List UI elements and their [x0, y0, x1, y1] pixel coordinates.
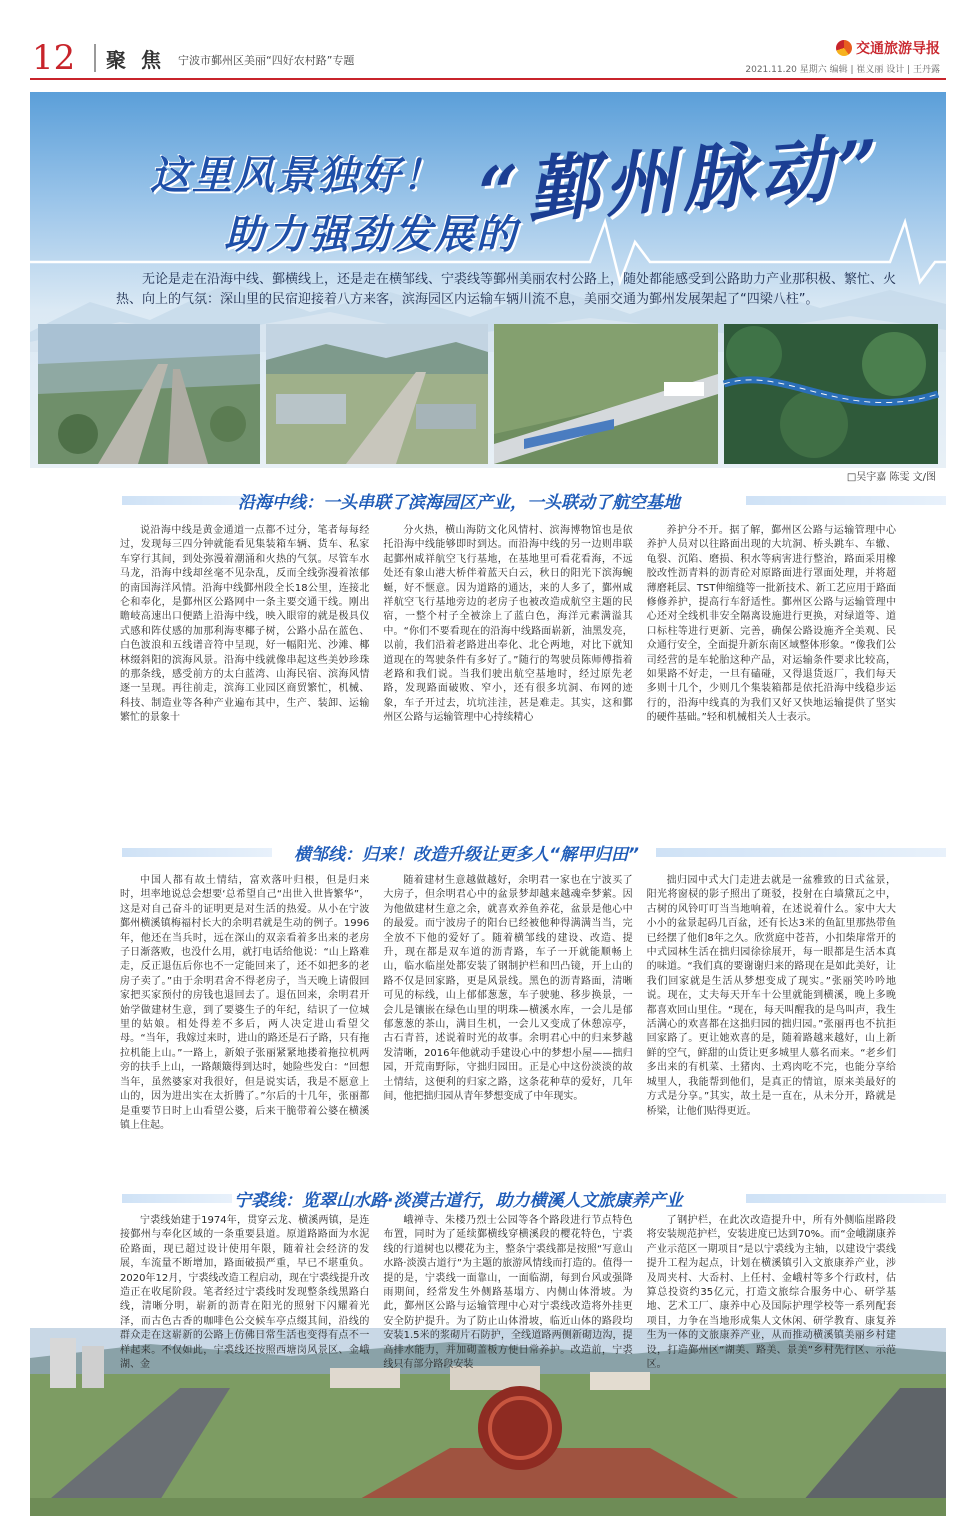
section-title: 横邹线：归来！改造升级让更多人“解甲归田”: [294, 845, 639, 865]
header-divider: [94, 44, 96, 72]
heading-band-right: [746, 1194, 946, 1203]
article-text: 宁裘线始建于1974年，贯穿云龙、横溪两镇，是连接鄞州与奉化区域的一条重要县道。原道路路面为水泥砼路面，现已超过设计使用年限，随着社会经济的发展，车流量不断增加，路面破损严重，早已不堪重负。2020年12月，宁裘线改造工程启动，现在宁裘线提升改造正在收尾阶段。笔者经过宁裘线时发现整条线黑路白线，清晰分明，崭新的沥青在阳光的照射下闪耀着光泽，而古色古香的咖啡色公交候车亭点缀其间，沿线的群众走在这崭新的公路上仿佛日常生活也变得有点不一样起来。不仅如此，宁裘线还按照西塘岗风景区、金峨湖、金: [120, 1215, 370, 1371]
article-column: [120, 874, 369, 1182]
section-heading-coastal: [30, 488, 946, 512]
article-column: [646, 1214, 896, 1371]
heading-band-right: [746, 496, 946, 505]
brand: [836, 38, 940, 58]
hero-art-title: “鄞州脉动”: [475, 122, 888, 237]
brand-logo-icon: [836, 40, 852, 56]
heading-band-left: [122, 848, 272, 857]
photo-forest-greenway: [724, 324, 938, 464]
article-column: [120, 524, 369, 834]
article-text: 中国人都有故土情结，富欢落叶归根，但是归来时，坦率地说总会想要‘总希望自己“出世入世皆繁华”，这是对自己奋斗的证明更是对生活的热爱。从小在宁波鄞州横溪镇梅福村长大的余明君就是生动的例子。1996年，他还在当兵时，远在深山的双亲看着多出来的老房子日渐落败，也没什么用，就打电话给他说：“山上路难走，反正退伍后你也不一定能回来了，还不如把多的老房子卖了。”由于余明君舍不得老房子，当天晚上请假回家把买家预付的房钱也退回去了。退伍回来，余明君开始学做建材生意，到了要婆生子的年纪，结识了一位城里的姑娘。相处得差不多后，两人决定进山看望父母。“当年，我嫁过来时，进山的路还是石子路，只有拖拉机能上山。”一路上，新娘子张丽紧紧地搂着拖拉机两旁的扶手上山，一路颠簸得到达时，她险些发白：“回想当年，虽然婆家对我很好，但是说实话，我是不愿意上山的，因为进出实在太折腾了。”尔后的十几年，张丽都是重要节日时上山看望公婆，后来干脆带着公婆在横溪镇上住起。: [120, 875, 370, 1131]
hero-title-line2: 助力强劲发展的: [224, 212, 518, 258]
hero-intro: 无论是走在沿海中线、鄞横线上，还是走在横邹线、宁裘线等鄞州美丽农村公路上，随处都能感受到公路助力产业那积极、繁忙、火热、向上的气氛：深山里的民宿迎接着八方来客，滨海园区内运输车辆川流不息，美丽交通为鄞州发展架起了“四梁八柱”。: [116, 272, 897, 307]
masthead: [0, 0, 976, 92]
article-ningqiu: [120, 1214, 896, 1371]
article-text: 随着建材生意越做越好，余明君一家也在宁波买了大房子，但余明君心中的盆景梦却越来越魂牵梦萦。因为他做建材生意之余，就喜欢养鱼养花，盆景是他心中的最爱。而宁波房子的阳台已经被他种得满满当当，完全放不下他的爱好了。随着横邹线的建设、改造、提升，现在都是双车道的沥青路，车子一开就能顺畅上山，临水临崖处都安装了钢制护栏和凹凸镜，开上山的路不仅是回家路，更是风景线。黑色的沥青路面，清晰可见的标线，山上郁郁葱葱，车子驶驰、移步换景，一会儿是镶嵌在绿色山里的明珠—横溪水库，一会儿是郁郁葱葱的茶山，满目生机，一会儿又变成了休憩凉亭，古石青苔，述说着时光的故事。余明君心中的归来梦越发清晰，2016年他就动手建设心中的梦想小屋——拙归园，开荒南野际，守拙归园田。正是心中这份淡淡的故土情结，这便利的归家之路，这条花种草的爱好，几年间，他把拙归园从青年梦想变成了中年现实。: [383, 875, 633, 1103]
photo-highway-coast: [38, 324, 260, 464]
article-text: 说沿海中线是黄金通道一点都不过分，笔者每每经过，发现每三四分钟就能看见集装箱车辆、货车、私家车穿行其间，到处弥漫着潮涌和火热的气氛。尽管车水马龙，沿海中线却丝毫不见杂乱，反而全线弥漫着浓郁的南国海洋风情。沿海中线鄞州段全长18公里，连接北仑和奉化，是鄞州区公路网中一条主要交通干线。刚出瞻岐高速出口便踏上沿海中线，映入眼帘的就是极具仪式感和阵仗感的加那利海枣椰子树，公路小品在蓝色、白色波浪和五线谱音符中呈现，好一幅阳光、沙滩、椰林缀斜阳的滨海风景。沿海中线就像串起这些美妙珍珠的那条线，感受前方的太白蓝湾、山海民宿、滨海风情逐一呈现。再往前走，滨海工业园区商贸繁忙，机械、科技、制造业等各种产业遍布其中，生产、装卸、运输繁忙的景象十: [120, 525, 370, 724]
heading-band-right: [656, 848, 946, 857]
article-text: 分火热，横山海防文化风情村、滨海博物馆也是依托沿海中线能够即时到达。而沿海中线的另一边则串联起鄞州咸祥航空飞行基地，在基地里可看花看海，不远处还有象山港大桥伴着蓝天白云，秋日的阳光下滨海蜿蜒，好不惬意。因为道路的通达，来的人多了，鄞州咸祥航空飞行基地旁边的老房子也被改造成航空主题的民宿，一整个村子全被涂上了蓝白色，海洋元素满溢其中。“你们不要看现在的沿海中线路面崭新，油黑发亮，以前，我们沿着老路进出奉化、北仑两地，对比下就知道现在的驾驶条件有多好了。”随行的驾驶员陈师傅指着老路和我们说。当我们驶出航空基地时，经过原先老路，发现路面破败、窄小，还有很多坑洞、布网的迹象，车子开过去，坑坑洼洼，甚是难走。其实，这和鄞州区公路与运输管理中心持续精心: [383, 525, 633, 724]
hero-photo-strip: [30, 324, 946, 464]
brand-name: 交通旅游导报: [856, 41, 940, 57]
article-column: [120, 1214, 370, 1371]
topic-line: 宁波市鄞州区美丽“四好农村路”专题: [178, 54, 355, 67]
section-heading-ningqiu: [30, 1186, 946, 1210]
page-number: 12: [32, 38, 76, 78]
article-coastal: [120, 524, 896, 834]
article-hengzou: [120, 874, 896, 1182]
section-name: 聚 焦: [106, 48, 165, 72]
article-text: 养护分不开。据了解，鄞州区公路与运输管理中心养护人员对以往路面出现的大坑洞、桥头跳车、车辙、龟裂、沉陷、磨损、积水等病害进行整治，路面采用橡胶改性沥青料的沥青砼对原路面进行罩面处理，并将超薄磨耗层、TST伸缩缝等一批新技术、新工艺应用于路面修修养护，提高行车舒适性。鄞州区公路与运输管理中心还对全线机非安全隔离设施进行更换，对绿道等、道口标柱等进行更新、完善，确保公路设施齐全美观、民众通行安全，全面提升新东南区域整体形象。“像我们公司经营的是车轮胎这种产品，对运输条件要求比较高，如果路不好走，一旦有磕碰，又得退货返厂，我们每天多则十几个，少则几个集装箱都是依托沿海中线稳步运行的，沿海中线真的为我们又好又快地运输提供了坚实的硬件基础。”轻和机械相关人士表示。: [646, 525, 896, 724]
article-text: 拙归园中式大门走进去就是一盆雅致的日式盆景，阳光将窗棂的影子照出了斑驳，投射在白墙黛瓦之中，古树的风铃叮叮当当地响着，在述说着什么。家中大大小小的盆景起码几百盆，还有长达3米的鱼缸里那热带鱼已经摆了他们8年之久。欣赏庭中苍苔，小扣柴扉常开的中式园林生活在拙归园徐徐展开，每一眼都是生活本真的味道。“我们真的要谢谢归来的路现在是如此美好，让我们回家就是生活从梦想变成了现实。”张丽笑吟吟地说。现在，丈夫每天开车十公里就能到横溪，晚上多晚都喜欢回山里住。“现在，每天叫醒我的是鸟叫声，我生活满心的欢喜都在这拙归园的拙归园。”张丽再也不抗拒回家路了。更让她欢喜的是，随着路越来越好，山上新鲜的空气，鲜甜的山货让更多城里人慕名而来。“老乡们多出来的有机菜、土猪肉、土鸡肉吃不完，也能分享给城里人，我能帮到他们，是真正的情谊，原来美最好的方式是分享。”其实，故土是一直在，从未分开，路就是桥梁，让他们贴得更近。: [646, 875, 896, 1117]
hero-title-line1: 这里风景独好！: [150, 153, 444, 199]
photo-highway-hills: [266, 324, 488, 464]
heading-band-left: [122, 1194, 232, 1203]
article-column: [383, 1214, 633, 1371]
hero-title: [150, 144, 518, 260]
article-column: [647, 524, 896, 834]
article-column: [647, 874, 896, 1182]
section-heading-hengzou: [30, 840, 946, 864]
section-title: 沿海中线：一头串联了滨海园区产业，一头联动了航空基地: [238, 493, 680, 513]
article-column: [383, 524, 632, 834]
article-text: 了钢护栏，在此次改造提升中，所有外侧临崖路段将安装规范护栏，安装进度已达到70%。而“金峨湖康养产业示范区一期项目”是以宁裘线为主轴，以建设宁裘线提升工程为起点，计划在横溪镇引入文旅康养产业，涉及周夹村、大岙村、上任村、金峨村等多个行政村，估算总投资约35亿元，打造文旅综合服务中心、研学基地、艺术工厂、康养中心及国际护理学校等一系列配套项目，力争在当地形成集人文休闲、研学教育、康复养生为一体的文旅康养产业，从而推动横溪镇美丽乡村建设，打造鄞州区“湖美、路美、景美”乡村先行区、示范区。: [646, 1215, 896, 1371]
article-text: 峨禅寺、朱楼乃烈士公园等各个路段进行节点特色布置，同时为了延续鄞横线穿横溪段的樱花特色，宁裘线的行道树也以樱花为主，整条宁裘线都是按照“写意山水路·淡漠古道行”为主题的旅游风情线而打造的。值得一提的是，宁裘线一面靠山，一面临湖，每到台风或强降雨期间，经常发生外侧路基塌方、内侧山体滑坡。为此，鄞州区公路与运输管理中心对宁裘线改造将外挂更安全防护提升。为了防止山体滑坡，临近山体的路段均安装1.5米的浆砌片石防护，全线道路两侧新砌边沟，提高排水能力，并加砌盖板方便日常养护。改造前，宁裘线只有部分路段安装: [383, 1215, 633, 1371]
photo-coastal-road: [494, 324, 718, 464]
article-column: [383, 874, 632, 1182]
photo-credit: □吴宇嘉 陈雯 文/图: [846, 472, 936, 483]
hero-banner: [30, 92, 946, 468]
issue-line: 2021.11.20 星期六 编辑 | 崔义丽 设计 | 王丹露: [745, 65, 940, 75]
header-rule: [30, 78, 946, 80]
section-title: 宁裘线：览翠山水路·淡漠古道行，助力横溪人文旅康养产业: [234, 1191, 683, 1211]
